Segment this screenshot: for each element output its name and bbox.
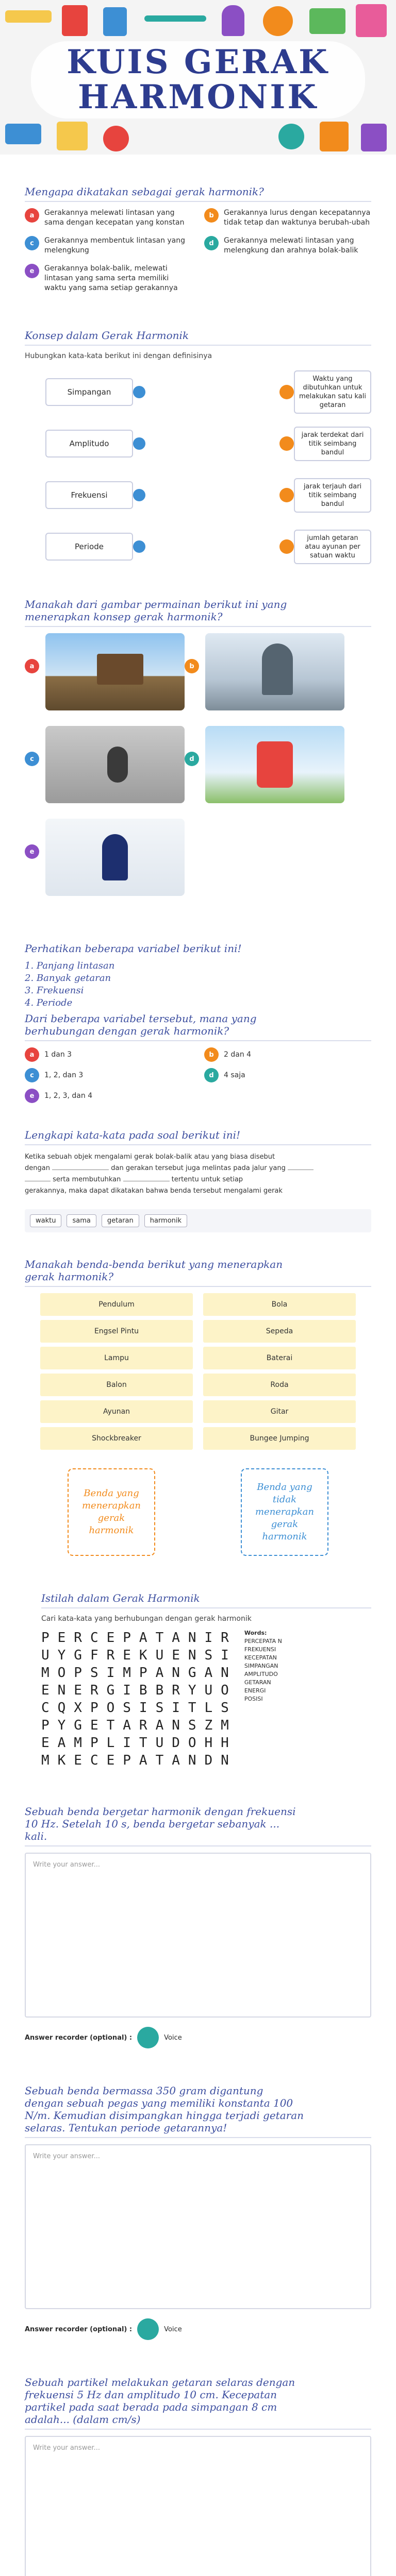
page-title-line1: KUIS GERAK xyxy=(67,43,329,81)
option-c[interactable] xyxy=(25,236,192,256)
option-text: 1, 2, 3, dan 4 xyxy=(44,1092,93,1100)
image-option-e[interactable] xyxy=(45,819,185,896)
option-letter: e xyxy=(25,264,39,278)
question-4-question xyxy=(25,1012,371,1041)
grid-row: UYGFREKUENSI xyxy=(41,1648,237,1663)
calculator-doodle xyxy=(103,7,127,36)
book-doodle xyxy=(62,5,88,36)
question-6-title xyxy=(25,1258,371,1287)
question-10 xyxy=(0,2376,396,2576)
answer-input[interactable]: Write your answer... xyxy=(25,2144,371,2309)
recorder-label: Answer recorder (optional) : xyxy=(25,2033,133,2042)
option-letter: e xyxy=(25,1089,39,1103)
match-term-amplitudo[interactable]: Amplitudo xyxy=(45,430,133,457)
drop-zones xyxy=(25,1468,371,1556)
answer-input[interactable]: Write your answer... xyxy=(25,1853,371,2018)
match-handle-left[interactable] xyxy=(133,386,145,398)
clock-doodle xyxy=(278,124,304,149)
option-e[interactable] xyxy=(25,1089,192,1103)
image-option-b[interactable] xyxy=(205,633,344,710)
word-chip[interactable]: harmonik xyxy=(144,1214,187,1227)
question-5 xyxy=(0,1129,396,1232)
match-handle-right[interactable] xyxy=(279,385,294,399)
question-9 xyxy=(0,2084,396,2340)
option-letter: b xyxy=(185,659,199,673)
word-list-item: SIMPANGAN xyxy=(244,1663,278,1669)
question-6 xyxy=(0,1258,396,1556)
word-list-item: KECEPATAN xyxy=(244,1654,277,1661)
pencil-doodle xyxy=(144,15,206,22)
question-2-subtitle: Hubungkan kata-kata berikut ini dengan definisinya xyxy=(25,352,212,360)
paragraph-line-3 xyxy=(25,1174,371,1185)
option-b[interactable] xyxy=(204,1047,371,1062)
match-term-frekuensi[interactable]: Frekuensi xyxy=(45,481,133,509)
question-8-title-line2: 10 Hz. Setelah 10 s, benda bergetar sebanyak ... xyxy=(25,1818,280,1830)
grid-row: MOPSIMPANGAN xyxy=(41,1665,237,1681)
option-letter: c xyxy=(25,1068,39,1082)
option-letter: b xyxy=(204,208,219,223)
question-5-title: Lengkapi kata-kata pada soal berikut ini! xyxy=(25,1129,371,1145)
ice-skater-shape xyxy=(102,834,128,880)
draggable-object[interactable]: Shockbreaker xyxy=(40,1427,193,1450)
option-text: Gerakannya lurus dengan kecepatannya tidak tetap dan waktunya berubah-ubah xyxy=(224,209,371,227)
paragraph-line: gerakannya, maka dapat dikatakan bahwa benda tersebut mengalami gerak xyxy=(25,1187,283,1195)
question-4-question-line2: berhubungan dengan gerak harmonik? xyxy=(25,1025,229,1037)
word-search-grid[interactable] xyxy=(41,1629,237,1769)
option-text: 2 dan 4 xyxy=(224,1050,252,1059)
word-list xyxy=(244,1629,282,1769)
title-panel xyxy=(31,41,365,118)
draggable-object[interactable]: Pendulum xyxy=(40,1293,193,1316)
voice-label: Voice xyxy=(164,2033,182,2042)
object-list xyxy=(25,1293,371,1450)
word-list-item: ENERGI xyxy=(244,1687,266,1694)
answer-recorder xyxy=(25,2318,371,2340)
trophy-doodle xyxy=(320,122,349,151)
option-text: 1, 2, dan 3 xyxy=(44,1071,84,1079)
question-8-title-line3: kali. xyxy=(25,1830,47,1842)
option-text: Gerakannya melewati lintasan yang sama dengan kecepatan yang konstan xyxy=(44,209,185,227)
match-definition-3[interactable]: jarak terjauh dari titik seimbang bandul xyxy=(294,478,371,513)
grid-row: PYGETARANSZM xyxy=(41,1718,237,1733)
question-7-title: Istilah dalam Gerak Harmonik xyxy=(41,1592,371,1608)
scissors-doodle xyxy=(5,124,41,144)
backpack-doodle xyxy=(57,122,88,150)
option-text: Gerakannya membentuk lintasan yang melengkung xyxy=(44,236,186,255)
option-text: Gerakannya melewati lintasan yang melengkung dan arahnya bolak-balik xyxy=(224,236,358,255)
recorder-label: Answer recorder (optional) : xyxy=(25,2325,133,2333)
question-9-title-line4: selaras. Tentukan periode getarannya! xyxy=(25,2122,227,2134)
option-letter: b xyxy=(204,1047,219,1062)
word-list-item: AMPLITUDO xyxy=(244,1671,278,1677)
option-letter: a xyxy=(25,659,39,673)
grid-row: ENERGIBBRYUO xyxy=(41,1683,237,1698)
word-list-item: POSISI xyxy=(244,1696,263,1702)
microscope-doodle xyxy=(361,124,387,151)
image-option-c[interactable] xyxy=(45,726,185,803)
question-4-question-line1: Dari beberapa variabel tersebut, mana yang xyxy=(25,1012,257,1025)
option-b[interactable] xyxy=(204,208,371,228)
voice-label: Voice xyxy=(164,2325,182,2333)
word-chip[interactable]: getaran xyxy=(102,1214,139,1227)
paragraph-line: Ketika sebuah objek mengalami gerak bolak-balik atau yang biasa disebut xyxy=(25,1153,275,1161)
question-10-title-line4: adalah... (dalam cm/s) xyxy=(25,2413,141,2426)
grid-row: PERCEPATANIR xyxy=(41,1630,237,1646)
answer-recorder xyxy=(25,2027,371,2048)
draggable-object[interactable]: Engsel Pintu xyxy=(40,1320,193,1343)
header-banner xyxy=(0,0,396,155)
option-a[interactable] xyxy=(25,208,192,228)
word-list-item: PERCEPATA N xyxy=(244,1638,282,1645)
paragraph-text: tertentu untuk setiap xyxy=(171,1176,243,1183)
question-8-title xyxy=(25,1805,371,1846)
draggable-object[interactable]: Bola xyxy=(203,1293,356,1316)
match-row-4 xyxy=(25,521,371,572)
option-letter: a xyxy=(25,1047,39,1062)
page-title-line2: HARMONIK xyxy=(78,78,318,116)
word-search xyxy=(41,1629,371,1769)
option-d[interactable] xyxy=(204,236,371,256)
variable-item: 2. Banyak getaran xyxy=(25,973,111,984)
question-3-images xyxy=(25,633,371,922)
skater-shape xyxy=(107,747,128,783)
variable-item: 1. Panjang lintasan xyxy=(25,960,115,971)
paragraph-text: dan gerakan tersebut juga melintas pada jalur yang xyxy=(111,1164,286,1172)
option-c[interactable] xyxy=(25,1068,192,1082)
question-4 xyxy=(0,942,396,1103)
question-1 xyxy=(0,185,396,293)
match-definition-2[interactable]: jarak terdekat dari titik seimbang bandul xyxy=(294,427,371,461)
question-10-title-line2: frekuensi 5 Hz dan amplitudo 10 cm. Kecepatan xyxy=(25,2388,277,2401)
grid-row: MKECEPATANDN xyxy=(41,1753,237,1768)
option-letter: c xyxy=(25,236,39,250)
option-letter: a xyxy=(25,208,39,223)
notebook-doodle xyxy=(309,8,345,34)
option-letter: e xyxy=(25,844,39,859)
match-handle-right[interactable] xyxy=(279,539,294,554)
question-2 xyxy=(0,329,396,572)
variable-item: 4. Periode xyxy=(25,997,73,1008)
option-text: 1 dan 3 xyxy=(44,1050,72,1059)
image-option-a[interactable] xyxy=(45,633,185,710)
match-row-2 xyxy=(25,418,371,469)
match-term-periode[interactable]: Periode xyxy=(45,533,133,561)
match-handle-right[interactable] xyxy=(279,436,294,451)
question-3-title-line2: menerapkan konsep gerak harmonik? xyxy=(25,611,223,623)
match-definition-1[interactable]: Waktu yang dibutuhkan untuk melakukan satu kali getaran xyxy=(294,370,371,414)
question-9-title xyxy=(25,2084,371,2138)
ride-shape xyxy=(97,654,143,685)
draggable-object[interactable]: Bungee Jumping xyxy=(203,1427,356,1450)
question-6-title-line2: gerak harmonik? xyxy=(25,1270,114,1283)
draggable-object[interactable]: Baterai xyxy=(203,1347,356,1369)
option-a[interactable] xyxy=(25,1047,192,1062)
match-row-3 xyxy=(25,469,371,521)
match-definition-4[interactable]: jumlah getaran atau ayunan per satuan waktu xyxy=(294,530,371,564)
answer-input[interactable]: Write your answer... xyxy=(25,2436,371,2576)
match-handle-left[interactable] xyxy=(133,437,145,450)
option-d[interactable] xyxy=(204,1068,371,1082)
word-chip[interactable]: sama xyxy=(67,1214,96,1227)
draggable-object[interactable]: Sepeda xyxy=(203,1320,356,1343)
variable-item: 3. Frekuensi xyxy=(25,985,84,996)
word-list-item: FREKUENSI xyxy=(244,1646,276,1653)
option-letter: d xyxy=(185,752,199,766)
paragraph-text: dengan xyxy=(25,1164,50,1172)
question-7 xyxy=(0,1592,396,1769)
question-4-options xyxy=(25,1047,371,1103)
option-letter: c xyxy=(25,752,39,766)
draggable-object[interactable]: Lampu xyxy=(40,1347,193,1369)
match-row-1 xyxy=(25,366,371,418)
flask-doodle xyxy=(222,5,244,36)
question-1-title: Mengapa dikatakan sebagai gerak harmonik? xyxy=(25,185,371,202)
option-letter: d xyxy=(204,1068,219,1082)
grid-row: EAMPLITUDOHH xyxy=(41,1735,237,1751)
word-bank xyxy=(25,1209,371,1232)
image-option-d[interactable] xyxy=(205,726,344,803)
match-handle-left[interactable] xyxy=(133,540,145,553)
word-list-item: GETARAN xyxy=(244,1679,271,1686)
paint-doodle xyxy=(356,4,387,37)
ruler-doodle xyxy=(5,10,52,23)
question-10-title-line1: Sebuah partikel melakukan getaran selaras dengan xyxy=(25,2376,295,2388)
match-handle-right[interactable] xyxy=(279,488,294,502)
draggable-object[interactable]: Balon xyxy=(40,1374,193,1396)
word-chip[interactable]: waktu xyxy=(30,1214,61,1227)
question-3-title-line1: Manakah dari gambar permainan berikut ini yang xyxy=(25,598,287,611)
question-9-title-line1: Sebuah benda bermassa 350 gram digantung xyxy=(25,2084,263,2097)
microphone-icon[interactable] xyxy=(137,2027,159,2048)
question-9-title-line3: N/m. Kemudian disimpangkan hingga terjadi getaran xyxy=(25,2109,304,2122)
draggable-object[interactable]: Roda xyxy=(203,1374,356,1396)
option-e[interactable] xyxy=(25,264,192,293)
option-letter: d xyxy=(204,236,219,250)
swing-ride-shape xyxy=(262,643,293,695)
question-7-subtitle: Cari kata-kata yang berhubungan dengan gerak harmonik xyxy=(41,1615,252,1623)
word-list-label: Words: xyxy=(244,1630,267,1636)
draggable-object[interactable]: Ayunan xyxy=(40,1400,193,1423)
option-text: Gerakannya bolak-balik, melewati lintasan yang sama serta memiliki waktu yang sama setiap gerakannya xyxy=(44,264,178,292)
microphone-icon[interactable] xyxy=(137,2318,159,2340)
child-swing-shape xyxy=(257,741,293,788)
question-2-title: Konsep dalam Gerak Harmonik xyxy=(25,329,371,346)
paragraph-text: serta membutuhkan xyxy=(53,1176,121,1183)
question-8-title-line1: Sebuah benda bergetar harmonik dengan frekuensi xyxy=(25,1805,296,1818)
atom-doodle xyxy=(103,126,129,151)
question-9-title-line2: dengan sebuah pegas yang memiliki konstanta 100 xyxy=(25,2097,293,2109)
match-handle-left[interactable] xyxy=(133,489,145,501)
drop-zone-tidak-harmonik[interactable]: Benda yang tidak menerapkan gerak harmonik xyxy=(241,1468,328,1556)
globe-doodle xyxy=(263,6,293,36)
match-term-simpangan[interactable]: Simpangan xyxy=(45,378,133,406)
question-10-title xyxy=(25,2376,371,2430)
paragraph-line-2 xyxy=(25,1163,371,1174)
question-6-title-line1: Manakah benda-benda berikut yang menerapkan xyxy=(25,1258,283,1270)
fill-in-paragraph xyxy=(25,1151,371,1197)
question-1-options xyxy=(25,208,371,293)
option-text: 4 saja xyxy=(224,1071,245,1079)
drop-zone-harmonik[interactable]: Benda yang menerapkan gerak harmonik xyxy=(68,1468,155,1556)
question-10-title-line3: partikel pada saat berada pada simpangan 8 cm xyxy=(25,2401,277,2413)
question-3-title xyxy=(25,598,371,627)
question-4-title: Perhatikan beberapa variabel berikut ini! xyxy=(25,942,242,955)
grid-row: CQXPOSISITLS xyxy=(41,1700,237,1716)
question-8 xyxy=(0,1805,396,2048)
question-3 xyxy=(0,598,396,922)
draggable-object[interactable]: Gitar xyxy=(203,1400,356,1423)
